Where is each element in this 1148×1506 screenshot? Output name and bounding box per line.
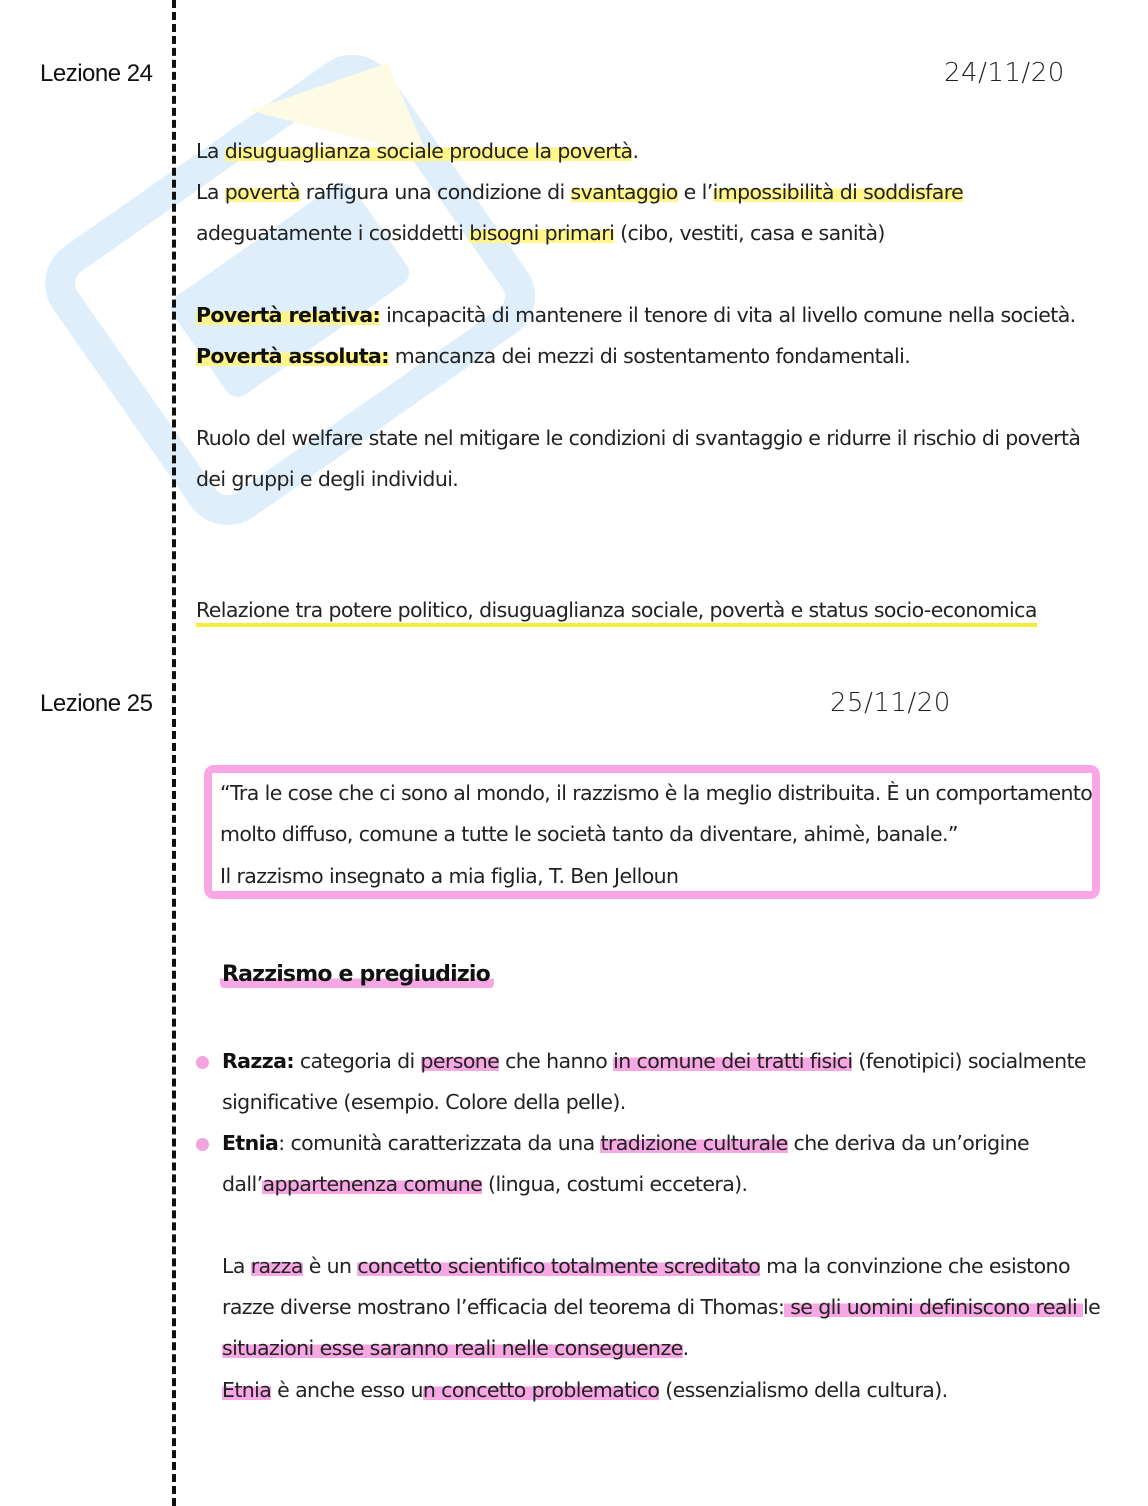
highlight-pink: n concetto problematico xyxy=(422,1378,660,1402)
paragraph-line: La povertà raffigura una condizione di svantaggio e l’impossibilità di soddisfare xyxy=(196,180,964,204)
definition-absolute-poverty: Povertà assoluta: mancanza dei mezzi di sostentamento fondamentali. xyxy=(196,344,911,368)
etnia-line-2: dall’appartenenza comune (lingua, costumi eccetera). xyxy=(222,1172,748,1196)
highlight-pink: situazioni esse saranno reali nelle conseguenze xyxy=(222,1336,683,1360)
highlight-pink: se gli uomini definiscono reali xyxy=(784,1295,1083,1319)
lesson-25-date: 25/11/20 xyxy=(830,688,951,718)
paragraph-line: adeguatamente i cosiddetti bisogni primari (cibo, vestiti, casa e sanità) xyxy=(196,221,885,245)
relation-line xyxy=(196,590,1037,631)
para-line-3: situazioni esse saranno reali nelle conseguenze. xyxy=(222,1336,689,1360)
highlight-yellow: povertà xyxy=(224,180,300,204)
lesson-25-label: Lezione 25 xyxy=(40,690,153,717)
lesson-24-label: Lezione 24 xyxy=(40,60,153,87)
quote-line-2: molto diffuso, comune a tutte le società tanto da diventare, ahimè, banale.” xyxy=(220,822,958,846)
razza-line-1: Razza: categoria di persone che hanno in comune dei tratti fisici (fenotipici) socialmente xyxy=(222,1049,1086,1073)
bullet-dot xyxy=(196,1056,209,1069)
paragraph-line: La disuguaglianza sociale produce la povertà. xyxy=(196,139,639,163)
margin-dashed-line xyxy=(172,0,176,1506)
para-line-2: razze diverse mostrano l’efficacia del teorema di Thomas: se gli uomini definiscono reali le xyxy=(222,1295,1101,1319)
etnia-line-1: Etnia: comunità caratterizzata da una tradizione culturale che deriva da un’origine xyxy=(222,1131,1030,1155)
highlight-yellow: bisogni primari xyxy=(469,221,615,245)
term-povertà-assoluta: Povertà assoluta: xyxy=(196,344,389,368)
highlight-pink: in comune dei tratti fisici xyxy=(613,1049,853,1073)
heading-razzismo: Razzismo e pregiudizio xyxy=(220,962,494,989)
highlight-pink: razza xyxy=(250,1254,303,1278)
highlight-yellow: impossibilità di soddisfare xyxy=(712,180,964,204)
highlight-pink: persone xyxy=(420,1049,500,1073)
welfare-line-1: Ruolo del welfare state nel mitigare le condizioni di svantaggio e ridurre il rischio di povertà xyxy=(196,426,1081,450)
underlined-yellow: Relazione tra potere politico, disuguaglianza sociale, povertà e status socio-economica xyxy=(196,598,1037,627)
bullet-dot xyxy=(196,1138,209,1151)
highlight-pink: appartenenza comune xyxy=(262,1172,483,1196)
razza-line-2: significative (esempio. Colore della pelle). xyxy=(222,1090,626,1114)
quote-line-1: “Tra le cose che ci sono al mondo, il razzismo è la meglio distribuita. È un comportamento xyxy=(220,781,1093,805)
section-heading xyxy=(220,962,494,987)
term-povertà-relativa: Povertà relativa: xyxy=(196,303,381,327)
para-line-4: Etnia è anche esso un concetto problematico (essenzialismo della cultura). xyxy=(222,1378,948,1402)
lesson-24-date: 24/11/20 xyxy=(944,58,1065,88)
definition-relative-poverty: Povertà relativa: incapacità di mantenere il tenore di vita al livello comune nella società. xyxy=(196,303,1076,327)
welfare-line-2: dei gruppi e degli individui. xyxy=(196,467,459,491)
highlight-pink: Etnia xyxy=(222,1378,272,1402)
quote-source: Il razzismo insegnato a mia figlia, T. Ben Jelloun xyxy=(220,864,679,888)
highlight-pink: concetto scientifico totalmente screditato xyxy=(357,1254,761,1278)
highlight-yellow: disuguaglianza sociale produce la povertà xyxy=(224,139,633,163)
highlight-yellow: svantaggio xyxy=(570,180,678,204)
para-line-1: La razza è un concetto scientifico totalmente screditato ma la convinzione che esistono xyxy=(222,1254,1070,1278)
highlight-pink: tradizione culturale xyxy=(600,1131,788,1155)
